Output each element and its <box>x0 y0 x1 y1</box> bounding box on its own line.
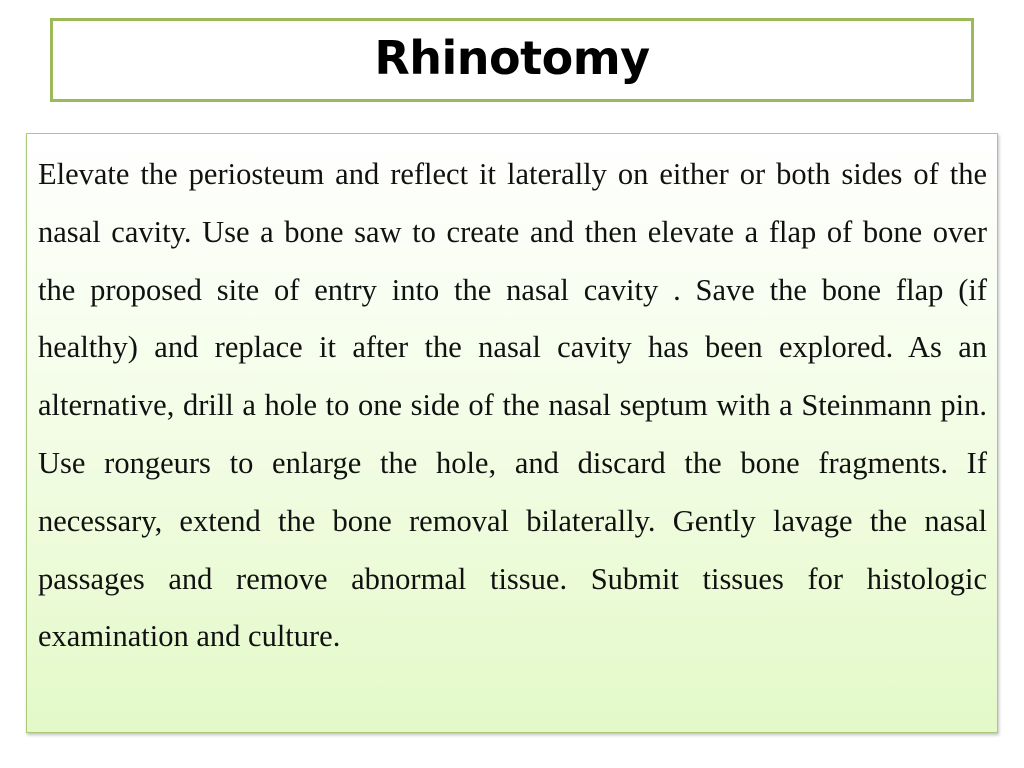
title-box <box>50 18 974 102</box>
body-paragraph: Elevate the periosteum and reflect it laterally on either or both sides of the nasal cavity. Use a bone saw to create and then elevate a flap of bone over the proposed site of entry into the nasal cavity . Save the bone flap (if healthy) and replace it after the nasal cavity has been explored. As an alternative, drill a hole to one side of the nasal septum with a Steinmann pin. Use rongeurs to enlarge the hole, and discard the bone fragments. If necessary, extend the bone removal bilaterally. Gently lavage the nasal passages and remove abnormal tissue. Submit tissues for histologic examination and culture. <box>38 157 987 654</box>
slide-title: Rhinotomy <box>374 31 650 85</box>
content-box <box>26 133 998 733</box>
